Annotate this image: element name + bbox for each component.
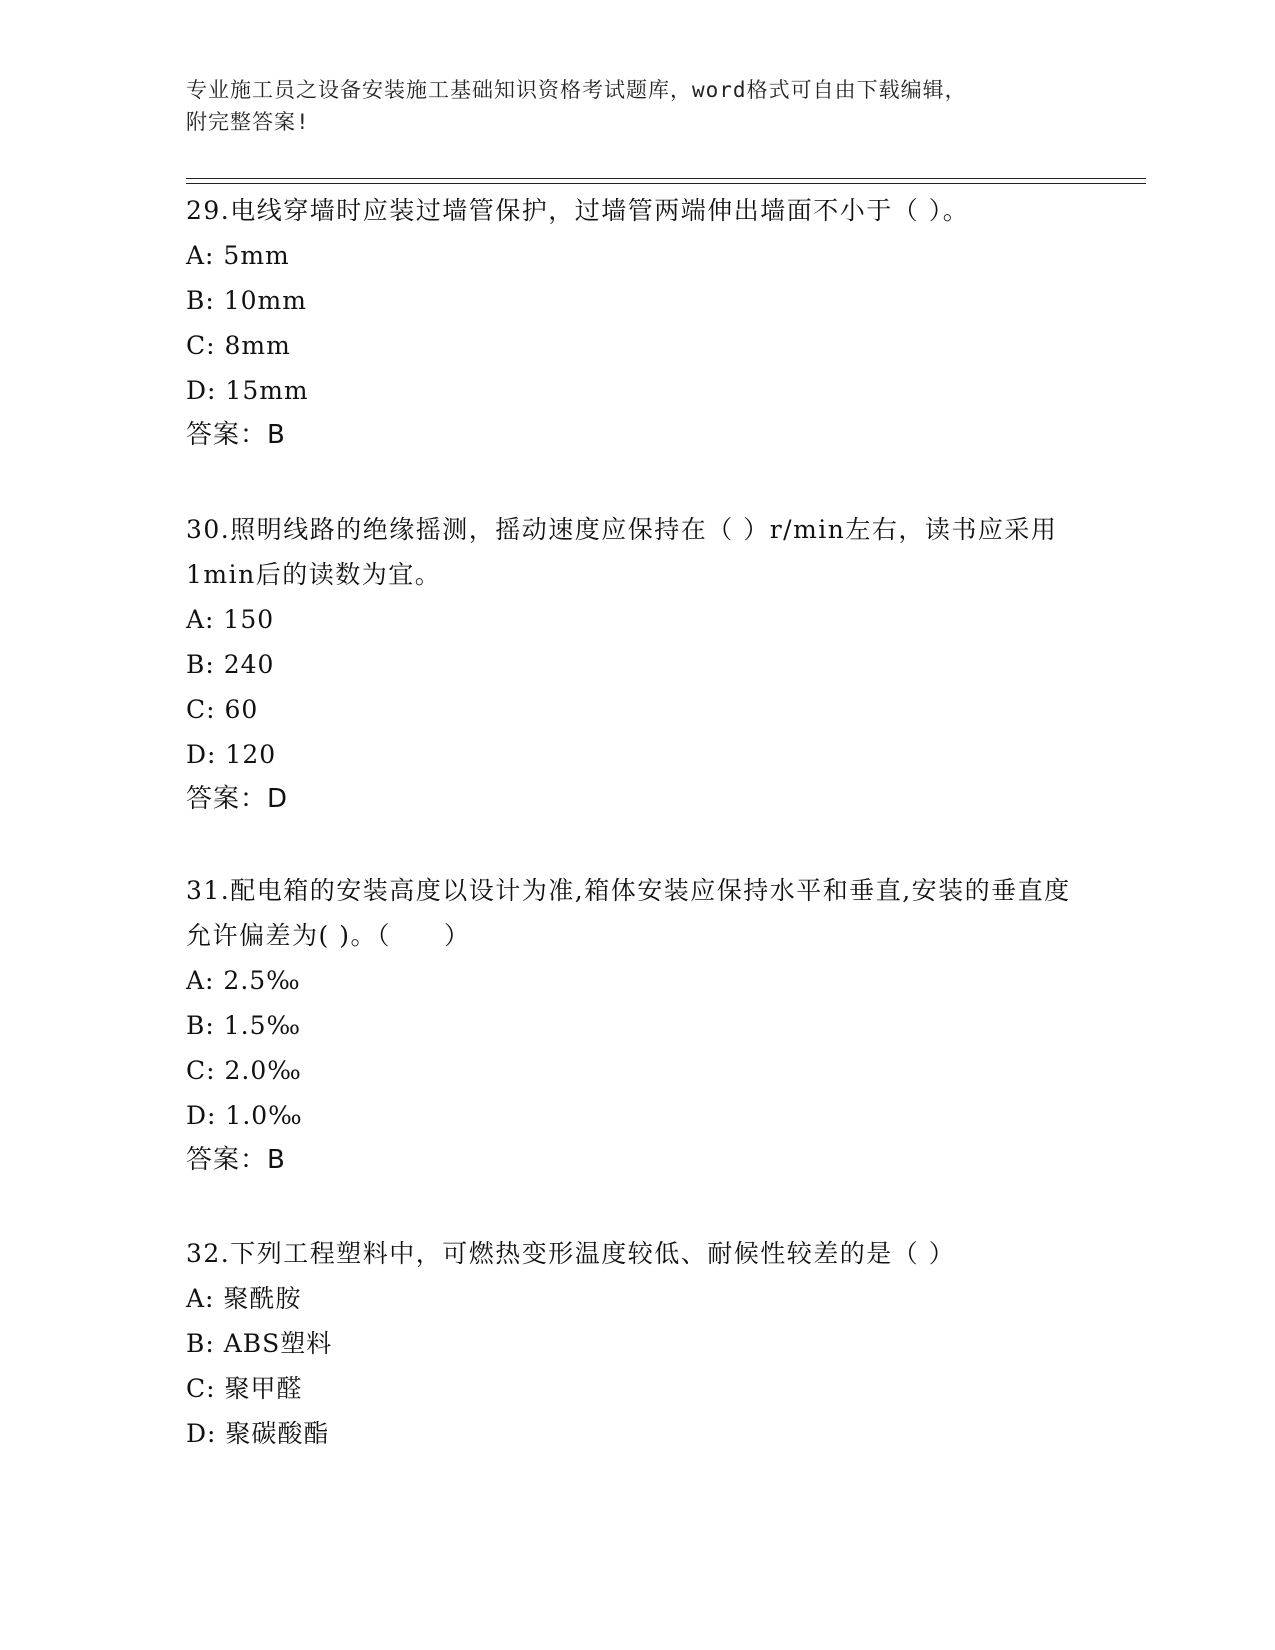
option-c: C: 60 [186, 695, 259, 724]
option-c: C: 2.0‰ [186, 1056, 302, 1085]
option-b: B: ABS塑料 [186, 1329, 333, 1358]
question-31 [186, 868, 1086, 1183]
answer: 答案：B [186, 420, 286, 450]
question-stem: 32.下列工程塑料中，可燃热变形温度较低、耐候性较差的是（ ） [186, 1239, 956, 1268]
option-d: D: 聚碳酸酯 [186, 1419, 330, 1448]
question-stem: 30.照明线路的绝缘摇测，摇动速度应保持在（ ）r/min左右，读书应采用1min后的读数为宜。 [186, 515, 1058, 589]
option-b: B: 240 [186, 650, 275, 679]
header-divider-bottom [186, 183, 1146, 184]
answer: 答案：B [186, 1145, 286, 1175]
option-b: B: 1.5‰ [186, 1011, 302, 1040]
option-c: C: 聚甲醛 [186, 1374, 303, 1403]
question-29 [186, 188, 1086, 458]
option-a: A: 聚酰胺 [186, 1284, 302, 1313]
question-stem: 31.配电箱的安装高度以设计为准,箱体安装应保持水平和垂直,安装的垂直度允许偏差为( )。（ ） [186, 876, 1071, 950]
question-30 [186, 507, 1086, 822]
option-d: D: 1.0‰ [186, 1101, 303, 1130]
question-stem: 29.电线穿墙时应装过墙管保护，过墙管两端伸出墙面不小于（ ）。 [186, 196, 970, 225]
header-line-2: 附完整答案! [186, 110, 310, 134]
header-line-1: 专业施工员之设备安装施工基础知识资格考试题库，word格式可自由下载编辑， [186, 78, 967, 102]
document-header [186, 74, 1086, 138]
answer: 答案：D [186, 784, 289, 814]
header-divider-top [186, 178, 1146, 179]
option-b: B: 10mm [186, 286, 307, 315]
option-a: A: 150 [186, 605, 275, 634]
option-c: C: 8mm [186, 331, 291, 360]
option-a: A: 2.5‰ [186, 966, 301, 995]
option-a: A: 5mm [186, 241, 290, 270]
option-d: D: 15mm [186, 376, 309, 405]
option-d: D: 120 [186, 740, 277, 769]
question-32 [186, 1231, 1086, 1456]
